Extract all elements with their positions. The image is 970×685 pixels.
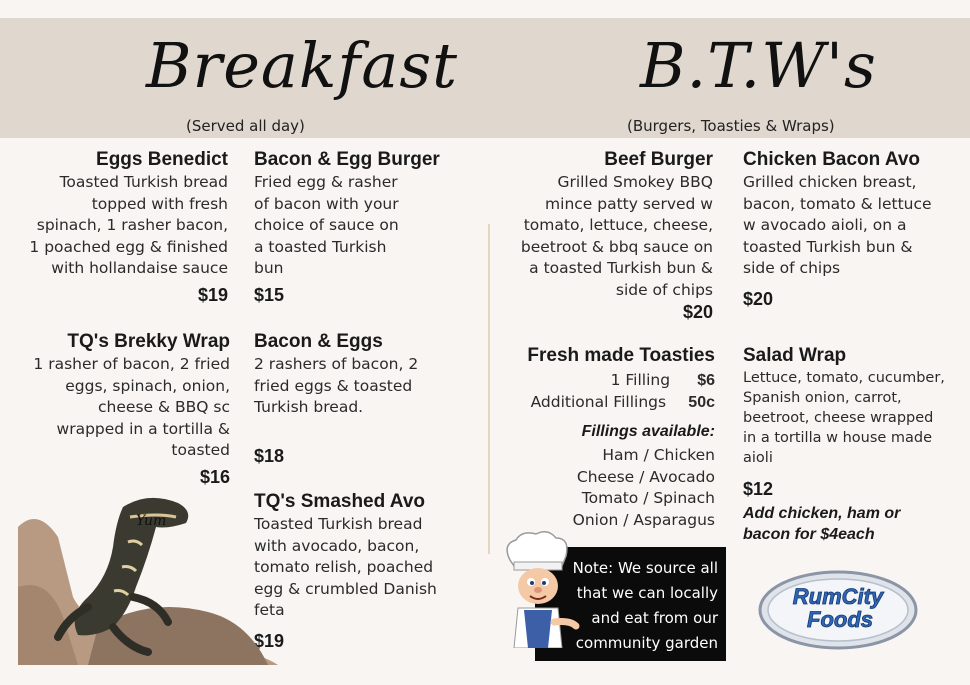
item-desc-line: wrapped in a tortilla & [56, 419, 230, 438]
item-price: $19 [197, 284, 228, 305]
item-price: $20 [682, 302, 713, 322]
item-desc-line: Turkish bread. [254, 398, 364, 416]
item-desc-line: Grilled Smokey BBQ [557, 173, 713, 191]
note-line: that we can locally [576, 584, 718, 602]
menu-item-salad-wrap [743, 344, 968, 545]
item-desc-line: fried eggs & toasted [254, 376, 413, 395]
item-title: Fresh made Toasties [527, 345, 715, 366]
item-desc-line: in a tortilla w house made [743, 430, 933, 446]
item-desc-line: Toasted Turkish bread [59, 173, 228, 191]
item-desc-line: bacon, tomato & lettuce [743, 194, 932, 213]
breakfast-title: Breakfast [146, 29, 459, 102]
item-desc-line: Spanish onion, carrot, [743, 390, 902, 406]
item-desc-line: toasted Turkish bun & [743, 237, 913, 256]
item-desc-line: choice of sauce on [254, 216, 399, 234]
item-title: TQ's Brekky Wrap [67, 331, 230, 352]
item-desc-line: egg & crumbled Danish [254, 579, 437, 598]
item-desc-line: cheese & BBQ sc [98, 398, 230, 416]
item-title: Beef Burger [604, 149, 713, 170]
item-desc-line: feta [254, 601, 285, 619]
item-price: $19 [254, 630, 285, 651]
item-desc-line: Toasted Turkish bread [254, 515, 423, 533]
item-desc-line: a toasted Turkish bun & [529, 259, 713, 277]
item-desc-line: beetroot & bbq sauce on [520, 237, 713, 256]
item-desc-line: spinach, 1 rasher bacon, [36, 216, 228, 234]
item-title: Eggs Benedict [96, 149, 228, 170]
note-line: community garden [575, 634, 718, 652]
menu-item-bacon-eggs [254, 330, 484, 467]
item-title: Salad Wrap [743, 345, 847, 366]
toastie-additional-label: Additional Fillings [530, 393, 667, 411]
item-desc-line: beetroot, cheese wrapped [743, 410, 934, 426]
filling-line: Ham / Chicken [602, 446, 715, 464]
note-line: and eat from our [591, 609, 718, 627]
toastie-one-filling-row [496, 370, 715, 392]
filling-line: Cheese / Avocado [576, 467, 715, 486]
column-divider [488, 224, 490, 554]
addon-line: bacon for $4each [743, 526, 875, 543]
item-desc-line: w avocado aioli, on a [743, 216, 907, 234]
item-title: Bacon & Eggs [254, 331, 383, 352]
menu-item-bacon-egg-burger [254, 148, 484, 306]
menu-item-smashed-avo [254, 490, 484, 652]
item-desc-line: side of chips [743, 259, 841, 277]
addon-line: Add chicken, ham or [743, 505, 901, 522]
item-desc-line: of bacon with your [254, 194, 399, 213]
item-desc-line: Lettuce, tomato, cucumber, [743, 370, 945, 386]
item-desc-line: 1 poached egg & finished [29, 237, 228, 256]
item-desc-line: 2 rashers of bacon, 2 [254, 355, 419, 373]
logo-line1: RumCity [792, 584, 884, 609]
breakfast-subtitle: (Served all day) [186, 117, 305, 135]
item-price: $12 [743, 479, 774, 499]
item-desc-line: mince patty served w [545, 194, 713, 213]
menu-item-eggs-benedict [10, 148, 228, 306]
item-title: Bacon & Egg Burger [254, 149, 440, 170]
item-desc-line: Fried egg & rasher [254, 173, 398, 191]
item-desc-line: 1 rasher of bacon, 2 fried [33, 355, 230, 373]
toastie-one-filling-price: $6 [697, 372, 715, 389]
menu-item-brekky-wrap [10, 330, 230, 488]
filling-line: Tomato / Spinach [581, 489, 715, 507]
lizard-yum-text: Yum [136, 513, 167, 529]
item-desc-line: tomato, lettuce, cheese, [523, 216, 713, 234]
btw-subtitle: (Burgers, Toasties & Wraps) [627, 117, 835, 135]
item-desc-line: toasted [171, 441, 230, 459]
item-desc-line: a toasted Turkish [254, 237, 387, 256]
menu-item-beef-burger [496, 148, 713, 323]
filling-line: Onion / Asparagus [572, 510, 715, 529]
toastie-additional-price: 50c [688, 394, 715, 411]
item-price: $18 [254, 445, 285, 466]
item-desc-line: with hollandaise sauce [51, 259, 228, 277]
chef-illustration [496, 530, 580, 648]
item-desc-line: aioli [743, 450, 773, 466]
menu-item-chicken-bacon-avo [743, 148, 963, 310]
item-desc-line: eggs, spinach, onion, [65, 376, 230, 395]
logo-line2: Foods [807, 607, 873, 632]
lizard-image [18, 487, 278, 665]
fillings-heading: Fillings available: [581, 423, 715, 440]
item-price: $16 [199, 466, 230, 487]
item-desc-line: topped with fresh [91, 194, 228, 213]
item-desc-line: bun [254, 259, 284, 277]
btw-title: B.T.W's [640, 29, 877, 102]
toastie-one-filling-label: 1 Filling [610, 371, 671, 389]
item-title: Chicken Bacon Avo [743, 149, 921, 170]
item-desc-line: tomato relish, poached [254, 558, 434, 576]
item-desc-line: Grilled chicken breast, [743, 173, 917, 191]
item-desc-line: with avocado, bacon, [254, 536, 420, 555]
item-desc-line: side of chips [615, 280, 713, 299]
toastie-additional-row [496, 392, 715, 414]
item-title: TQ's Smashed Avo [254, 491, 425, 512]
item-price: $20 [743, 288, 774, 309]
item-price: $15 [254, 284, 285, 305]
rumcity-foods-logo [758, 570, 918, 650]
menu-item-toasties [496, 344, 715, 531]
note-line: Note: We source all [572, 559, 718, 577]
